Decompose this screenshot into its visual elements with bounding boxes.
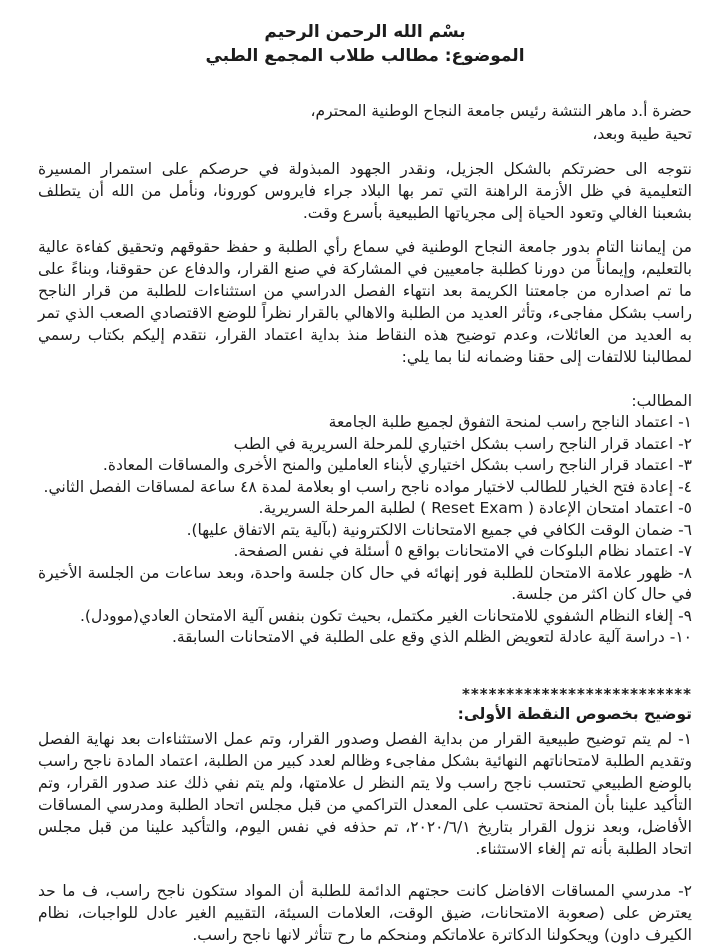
list-item: ٨- ظهور علامة الامتحان للطلبة فور إنهائه في حال كان جلسة واحدة، وبعد ساعات من الجلسة الأخيرة في حال كان اكثر من جلسة. xyxy=(38,563,692,603)
clarifications-list xyxy=(38,728,692,946)
intro-paragraph: نتوجه الى حضرتكم بالشكل الجزيل، ونقدر الجهود المبذولة في حرصكم على استمرار المسيرة التعليمية في ظل الأزمة الراهنة التي تمر بها البلاد جراء فايروس كورونا، ونأمل من الله أن يتطلف بشعبنا الغالي وتعود الحياة إلى مجرياتها الطبيعية بأسرع وقت. xyxy=(38,160,692,222)
greeting-line: تحية طيبة وبعد، xyxy=(592,125,692,143)
list-item: ٥- اعتماد امتحان الإعادة ( Reset Exam ) لطلبة المرحلة السريرية. xyxy=(258,499,692,517)
list-item: ٣- اعتماد قرار الناجح راسب بشكل اختياري لأبناء العاملين والمنح الأخرى والمساقات المعادة. xyxy=(102,456,692,474)
list-item: ١٠- دراسة آلية عادلة لتعويض الظلم الذي وقع على الطلبة في الامتحانات السابقة. xyxy=(171,628,692,646)
basmala-heading: بسْم الله الرحمن الرحيم xyxy=(264,22,466,42)
list-item: ٦- ضمان الوقت الكافي في جميع الامتحانات الالكترونية (بآلية يتم الاتفاق عليها). xyxy=(186,520,692,539)
list-item: ٩- إلغاء النظام الشفوي للامتحانات الغير مكتمل، بحيث تكون بنفس آلية الامتحان العادي(موودل). xyxy=(80,606,692,625)
salutation-block xyxy=(38,100,692,146)
addressee-line: حضرة أ.د ماهر النتشة رئيس جامعة النجاح الوطنية المحترم، xyxy=(310,102,692,120)
list-item: ٢- اعتماد قرار الناجح راسب بشكل اختياري للمرحلة السريرية في الطب xyxy=(233,434,692,453)
list-item: ٤- إعادة فتح الخيار للطالب لاختيار مواده ناجح راسب او بعلامة لمدة ٤٨ ساعة لمساقات الفصل الثاني. xyxy=(43,477,692,496)
list-item: ١- لم يتم توضيح طبيعية القرار من بداية الفصل وصدور القرار، وتم عمل الاستثناءات بعد نهاية الفصل وتقديم الطلبة لامتحاناتهم النهائية بشكل مفاجىء وظالم لعدد كبير من الطلبة، اعتماد المادة ناجح راسب بالوضع الطبيعي تحتسب ناجح راسب ولا يتم النظر ل علامتها، ولم يتم نفي ذلك عند صدور القرار، وتم التأكيد علينا بأن المنحة تحتسب على المعدل التراكمي من قبل مجلس اتحاد الطلبة ومدرسي المساقات الأفاضل، وبعد نزول القرار بتاريخ ٢٠٢٠/٦/١، تم حذفه في نفس اليوم، والتأكيد علينا من قبل مجلس اتحاد الطلبة بأنه تم إلغاء الاستثناء. xyxy=(38,729,692,858)
list-item: ٢- مدرسي المساقات الافاضل كانت حجتهم الدائمة للطلبة أن المواد ستكون ناجح راسب، ف ما حد يعترض على (صعوبة الامتحانات، ضيق الوقت، العلامات السيئة، التقييم الغير عادل للواجبات، نظام الكيرف داون) ويحكولنا الدكاترة علاماتكم ومنحكم ما رح تتأثر لانها ناجح راسب. xyxy=(38,881,692,944)
body-paragraph: من إيماننا التام بدور جامعة النجاح الوطنية في سماع رأي الطلبة و حفظ حقوقهم وتحقيق كفاءة عالية بالتعليم، وإيماناً من دورنا كطلبة جامعيين في المشاركة في صنع القرار، والدفاع عن حقوقنا، وبناءً على ما تم اصداره من جامعتنا الكريمة بعد انتهاء الفصل الدراسي من استثناءات للطلبة من قرار الناجح راسب بشكل مفاجىء، وتأثر العديد من الطلبة والاهالي بالقرار نظراً للوضع الاقتصادي الصعب الذي تمر به العديد من العائلات، وعدم توضيح هذه النقاط منذ بداية اعتماد القرار، نتقدم إليكم بكتاب رسمي لمطالبنا للالتفات إلى حقنا وضمانه لنا بما يلي: xyxy=(38,238,692,366)
subject-heading: الموضوع: مطالب طلاب المجمع الطبي xyxy=(205,46,525,66)
asterisk-divider: ************************** xyxy=(462,684,692,703)
clarification-heading: توضيح بخصوص النقطة الأولى: xyxy=(457,704,692,723)
demands-heading: المطالب: xyxy=(631,392,692,410)
list-item: ١- اعتماد الناجح راسب لمنحة التفوق لجميع طلبة الجامعة xyxy=(328,413,692,431)
list-item: ٧- اعتماد نظام البلوكات في الامتحانات بواقع ٥ أسئلة في نفس الصفحة. xyxy=(233,542,692,560)
demands-list xyxy=(38,412,692,649)
